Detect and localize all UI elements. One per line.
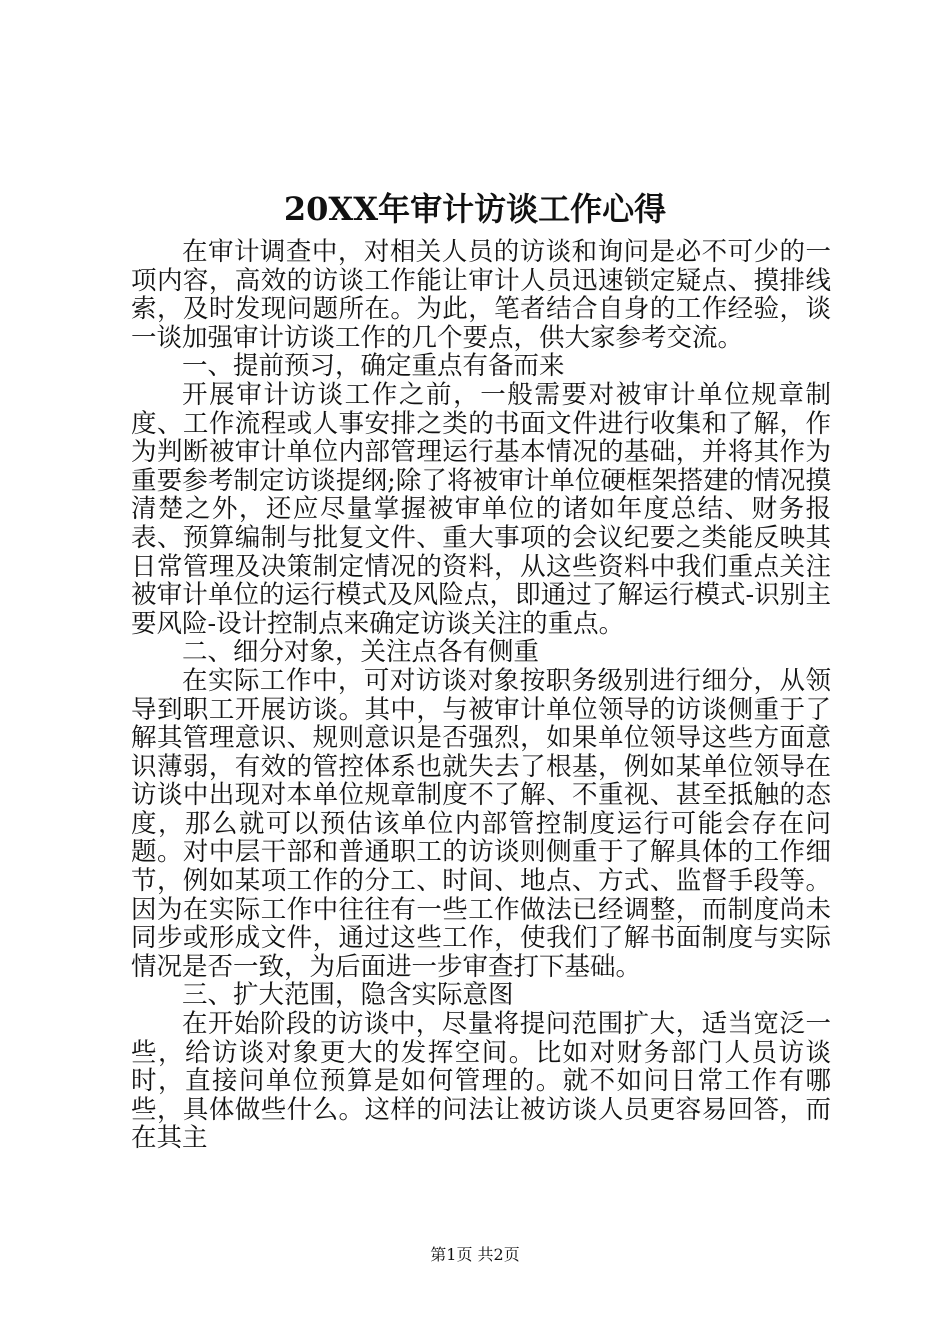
section-1-paragraph: 开展审计访谈工作之前，一般需要对被审计单位规章制度、工作流程或人事安排之类的书面文件进行收集和了解，作为判断被审计单位内部管理运行基本情况的基础，并将其作为重要参考制定访谈提纲;除了将被审计单位硬框架搭建的情况摸清楚之外，还应尽量掌握被审单位的诸如年度总结、财务报表、预算编制与批复文件、重大事项的会议纪要之类能反映其日常管理及决策制定情况的资料，从这些资料中我们重点关注被审计单位的运行模式及风险点，即通过了解运行模式-识别主要风险-设计控制点来确定访谈关注的重点。 [131,379,831,639]
section-heading-3: 三、扩大范围，隐含实际意图 [182,980,514,1011]
document-title: 20XX年审计访谈工作心得 [283,190,667,228]
section-3-paragraph: 在开始阶段的访谈中，尽量将提问范围扩大，适当宽泛一些，给访谈对象更大的发挥空间。比如对财务部门人员访谈时，直接问单位预算是如何管理的。就不如问日常工作有哪些，具体做些什么。这样的问法让被访谈人员更容易回答，而在其主 [131,1009,831,1154]
intro-paragraph: 在审计调查中，对相关人员的访谈和询问是必不可少的一项内容，高效的访谈工作能让审计人员迅速锁定疑点、摸排线索，及时发现问题所在。为此，笔者结合自身的工作经验，谈一谈加强审计访谈工作的几个要点，供大家参考交流。 [131,237,831,353]
page-footer: 第1页 共2页 [430,1245,520,1264]
section-heading-2: 二、细分对象，关注点各有侧重 [182,637,540,668]
document-body [131,238,831,1153]
section-2-paragraph: 在实际工作中，可对访谈对象按职务级别进行细分，从领导到职工开展访谈。其中，与被审计单位领导的访谈侧重于了解其管理意识、规则意识是否强烈，如果单位领导这些方面意识薄弱，有效的管控体系也就失去了根基，例如某单位领导在访谈中出现对本单位规章制度不了解、不重视、甚至抵触的态度，那么就可以预估该单位内部管控制度运行可能会存在问题。对中层干部和普通职工的访谈则侧重于了解具体的工作细节，例如某项工作的分工、时间、地点、方式、监督手段等。因为在实际工作中往往有一些工作做法已经调整，而制度尚未同步或形成文件，通过这些工作，使我们了解书面制度与实际情况是否一致，为后面进一步审查打下基础。 [131,665,831,982]
section-heading-1: 一、提前预习，确定重点有备而来 [182,351,565,382]
